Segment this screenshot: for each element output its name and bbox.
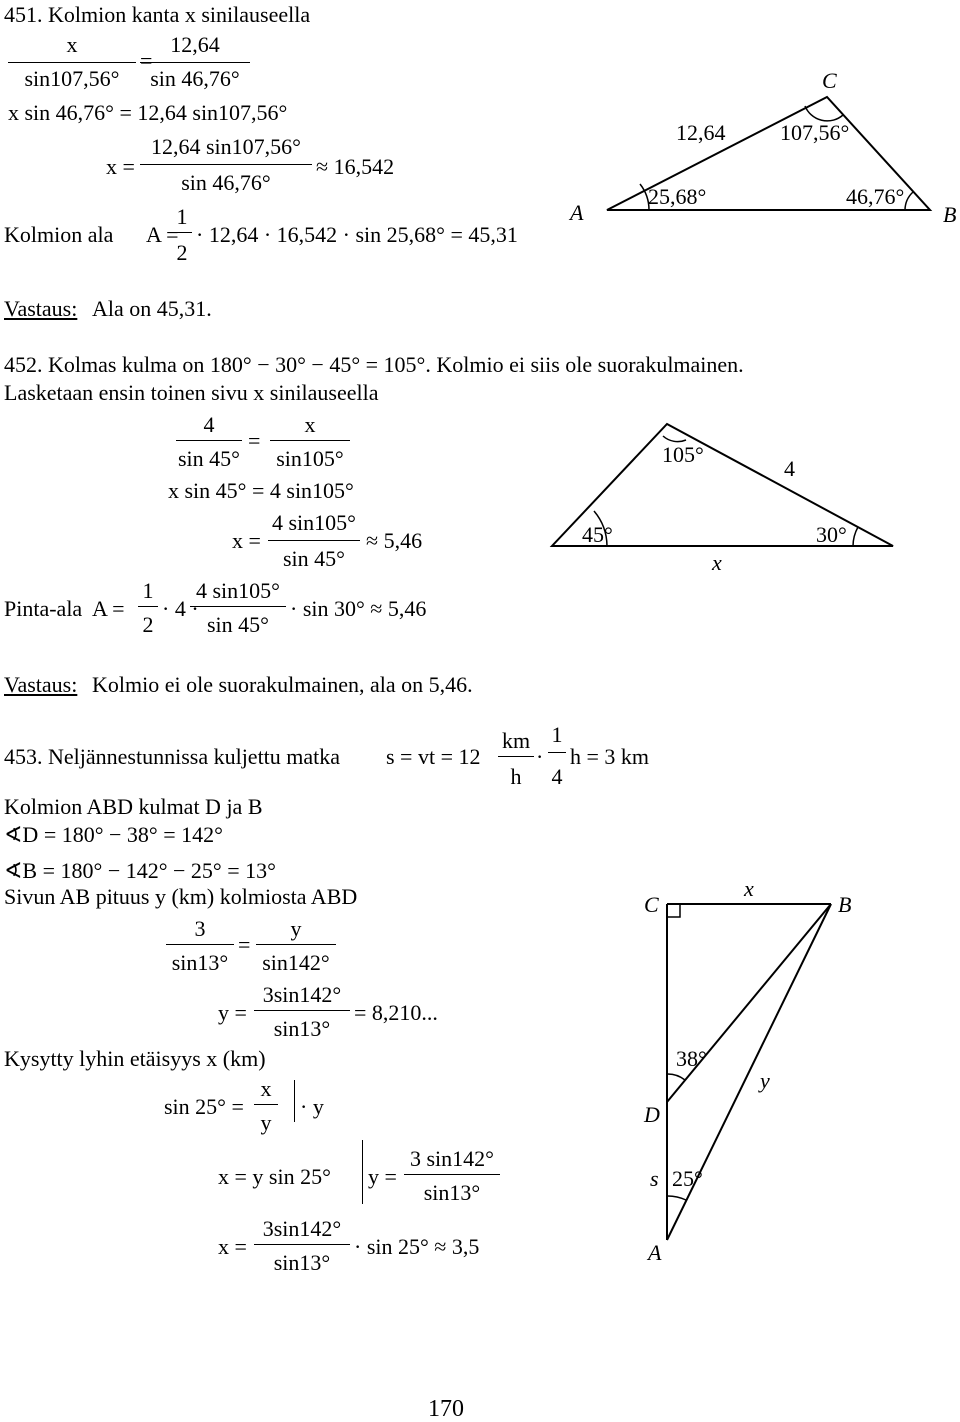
p453-label-angle-D: 38°	[676, 1046, 707, 1071]
p452-area-lhs: A =	[92, 596, 125, 621]
p451-area-label: Kolmion ala	[4, 222, 114, 247]
p452-heading: 452. Kolmas kulma on 180° − 30° − 45° = 105°. Kolmio ei siis ole suorakulmainen.	[4, 352, 744, 377]
p451-answer-text: Ala on 45,31.	[92, 296, 212, 321]
p451-answer-label: Vastaus:	[4, 296, 78, 321]
p451-eq1-num-left: x	[66, 32, 78, 57]
p451-area-den: 2	[176, 240, 188, 265]
p452-eq1-den-right: sin105°	[276, 446, 344, 471]
p451-eq1-den-right: sin 46,76°	[150, 66, 240, 91]
p453-eqab2-lhs: y =	[218, 1000, 247, 1025]
p453-eqx3-rest: · sin 25° ≈ 3,5	[354, 1234, 480, 1259]
p453-dist-dot: ·	[536, 744, 544, 769]
p451-label-angle-B: 46,76°	[846, 184, 905, 209]
p452-label-side-bottom: x	[712, 550, 722, 575]
p453-ab-intro: Sivun AB pituus y (km) kolmiosta ABD	[4, 884, 358, 909]
p451-label-angle-C: 107,56°	[780, 120, 850, 145]
p453-eqx3-lhs: x =	[218, 1234, 247, 1259]
p451-label-C: C	[822, 68, 837, 93]
p452-area-rest: · sin 30° ≈ 5,46	[290, 596, 427, 621]
p451-area-lhs: A =	[146, 222, 179, 247]
p452-answer-label: Vastaus:	[4, 672, 78, 697]
p453-label-y: y	[760, 1068, 770, 1093]
p453-dist-rest: h = 3 km	[570, 744, 650, 769]
page-number: 170	[428, 1396, 464, 1422]
p451-eq3-lhs: x =	[106, 154, 135, 179]
p451-eq1-num-right: 12,64	[170, 32, 220, 57]
p452-eq3-lhs: x =	[232, 528, 261, 553]
p452-label-angle-left: 45°	[582, 522, 613, 547]
p453-angle-D: ∢D = 180° − 38° = 142°	[4, 822, 223, 847]
p452-area-mid: · 4 ·	[162, 596, 199, 621]
p452-eq1-num-right: x	[304, 412, 316, 437]
p453-dist-den1: h	[510, 764, 522, 789]
p453-label-B: B	[838, 892, 852, 917]
p452-eq3-num: 4 sin105°	[272, 510, 356, 535]
p452-eq1-equals: =	[248, 428, 261, 453]
p453-eqab1-equals: =	[238, 932, 251, 957]
p453-eqab1-num-right: y	[290, 916, 302, 941]
p453-label-s: s	[650, 1166, 659, 1191]
p453-eqx2-sub-lhs: y =	[368, 1164, 397, 1189]
p453-label-A: A	[648, 1240, 662, 1265]
p453-eqab2-den: sin13°	[273, 1016, 331, 1041]
p453-label-D: D	[644, 1102, 660, 1127]
p452-intro: Lasketaan ensin toinen sivu x sinilauseella	[4, 380, 379, 405]
p453-eqx3-num: 3sin142°	[262, 1216, 342, 1241]
p451-label-B: B	[943, 202, 957, 227]
p452-eq1-num-left: 4	[203, 412, 215, 437]
p451-area-rest: · 12,64 · 16,542 · sin 25,68° = 45,31	[196, 222, 518, 247]
p453-eqab1-den-left: sin13°	[171, 950, 229, 975]
p452-label-side-right: 4	[784, 456, 795, 481]
p451-eq3-den: sin 46,76°	[181, 170, 271, 195]
p453-eqx2-lhs: x = y sin 25°	[218, 1164, 331, 1189]
p453-label-C: C	[644, 892, 659, 917]
p453-eqx1-den: y	[260, 1110, 272, 1135]
p453-angle-B: ∢B = 180° − 142° − 25° = 13°	[4, 858, 276, 883]
p452-eq1-den-left: sin 45°	[178, 446, 240, 471]
p452-area-label: Pinta-ala	[4, 596, 83, 621]
p453-right-angle-mark	[667, 904, 680, 917]
p451-label-angle-A: 25,68°	[648, 184, 707, 209]
p451-area-num: 1	[176, 204, 188, 229]
p453-dist-num1: km	[501, 728, 531, 753]
p452-area-num1: 1	[142, 578, 154, 603]
p451-eq3-result: ≈ 16,542	[316, 154, 395, 179]
p452-area-den1: 2	[142, 612, 154, 637]
p453-eqab2-num: 3sin142°	[262, 982, 342, 1007]
p453-angles-intro: Kolmion ABD kulmat D ja B	[4, 794, 263, 819]
p451-eq1-den-left: sin107,56°	[24, 66, 120, 91]
p451-label-A: A	[570, 200, 584, 225]
p453-dist-lhs: s = vt = 12	[386, 744, 481, 769]
p453-eqab2-result: = 8,210...	[354, 1000, 438, 1025]
p453-eqx3-den: sin13°	[273, 1250, 331, 1275]
p453-eqx2-sub-den: sin13°	[423, 1180, 481, 1205]
p453-eqx1-lhs: sin 25° =	[164, 1094, 244, 1119]
p453-arc-A	[667, 1196, 686, 1200]
p453-eqx1-num: x	[260, 1076, 272, 1101]
p452-label-angle-right: 30°	[816, 522, 847, 547]
p453-dist-num2: 1	[551, 722, 563, 747]
p453-label-x: x	[744, 876, 754, 901]
p452-eq2: x sin 45° = 4 sin105°	[168, 478, 354, 503]
p452-eq3-result: ≈ 5,46	[366, 528, 423, 553]
p451-eq3-num: 12,64 sin107,56°	[151, 134, 301, 159]
p451-eq1-equals: =	[140, 48, 153, 73]
p452-area-den2: sin 45°	[207, 612, 269, 637]
p452-label-angle-top: 105°	[662, 442, 704, 467]
p453-dist-den2: 4	[551, 764, 563, 789]
p452-eq3-den: sin 45°	[283, 546, 345, 571]
p453-eqx1-mult: · y	[300, 1094, 324, 1119]
p451-label-side-AC: 12,64	[676, 120, 726, 145]
p453-label-angle-A: 25°	[672, 1166, 703, 1191]
p453-heading: 453. Neljännestunnissa kuljettu matka	[4, 744, 341, 769]
p453-eqab1-num-left: 3	[194, 916, 206, 941]
p451-heading: 451. Kolmion kanta x sinilauseella	[4, 2, 311, 27]
p452-answer-text: Kolmio ei ole suorakulmainen, ala on 5,46.	[92, 672, 473, 697]
p453-eqab1-den-right: sin142°	[262, 950, 330, 975]
p453-x-intro: Kysytty lyhin etäisyys x (km)	[4, 1046, 266, 1071]
p453-eqx2-sub-num: 3 sin142°	[410, 1146, 494, 1171]
p452-area-num2: 4 sin105°	[196, 578, 280, 603]
p453-arc-D	[667, 1074, 685, 1080]
p451-eq2: x sin 46,76° = 12,64 sin107,56°	[8, 100, 288, 125]
